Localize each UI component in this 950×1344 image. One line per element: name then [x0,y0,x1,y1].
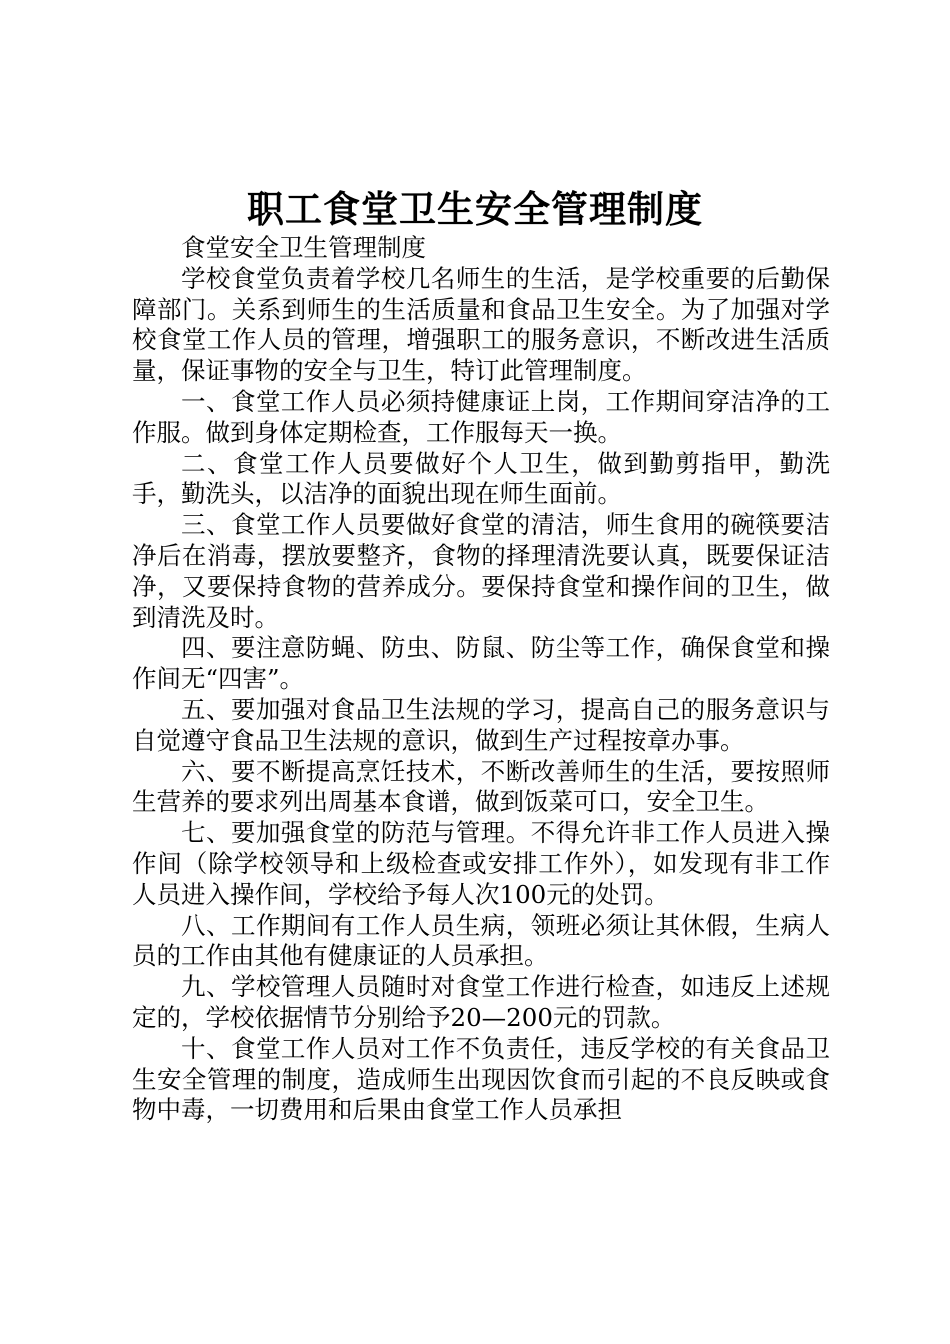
intro-paragraph: 学校食堂负责着学校几名师生的生活，是学校重要的后勤保障部门。关系到师生的生活质量和食品卫生安全。为了加强对学校食堂工作人员的管理，增强职工的服务意识，不断改进生活质量，保证事物的安全与卫生，特订此管理制度。 [132,263,830,386]
rule-paragraph-2: 二、食堂工作人员要做好个人卫生，做到勤剪指甲，勤洗手，勤洗头，以洁净的面貌出现在师生面前。 [132,448,830,509]
subtitle-paragraph: 食堂安全卫生管理制度 [181,233,426,262]
rule-paragraph-6: 六、要不断提高烹饪技术，不断改善师生的生活，要按照师生营养的要求列出周基本食谱，做到饭菜可口，安全卫生。 [132,756,830,817]
document-title: 职工食堂卫生安全管理制度 [247,187,703,231]
rule-paragraph-8: 八、工作期间有工作人员生病，领班必须让其休假，生病人员的工作由其他有健康证的人员承担。 [132,910,830,971]
rule-paragraph-7: 七、要加强食堂的防范与管理。不得允许非工作人员进入操作间（除学校领导和上级检查或安排工作外），如发现有非工作人员进入操作间，学校给予每人次100元的处罚。 [132,818,830,909]
rule-paragraph-1: 一、食堂工作人员必须持健康证上岗，工作期间穿洁净的工作服。做到身体定期检查，工作服每天一换。 [132,386,830,447]
rule-paragraph-4: 四、要注意防蝇、防虫、防鼠、防尘等工作，确保食堂和操作间无“四害”。 [132,633,830,694]
rule-paragraph-3: 三、食堂工作人员要做好食堂的清洁，师生食用的碗筷要洁净后在消毒，摆放要整齐，食物的择理清洗要认真，既要保证洁净，又要保持食物的营养成分。要保持食堂和操作间的卫生，做到清洗及时。 [132,510,830,632]
rule-paragraph-5: 五、要加强对食品卫生法规的学习，提高自己的服务意识与自觉遵守食品卫生法规的意识，做到生产过程按章办事。 [132,694,830,755]
document-body [132,233,830,1126]
rule-paragraph-9: 九、学校管理人员随时对食堂工作进行检查，如违反上述规定的，学校依据情节分别给予20—200元的罚款。 [132,972,830,1032]
rule-paragraph-10: 十、食堂工作人员对工作不负责任，违反学校的有关食品卫生安全管理的制度，造成师生出现因饮食而引起的不良反映或食物中毒，一切费用和后果由食堂工作人员承担 [132,1033,830,1125]
